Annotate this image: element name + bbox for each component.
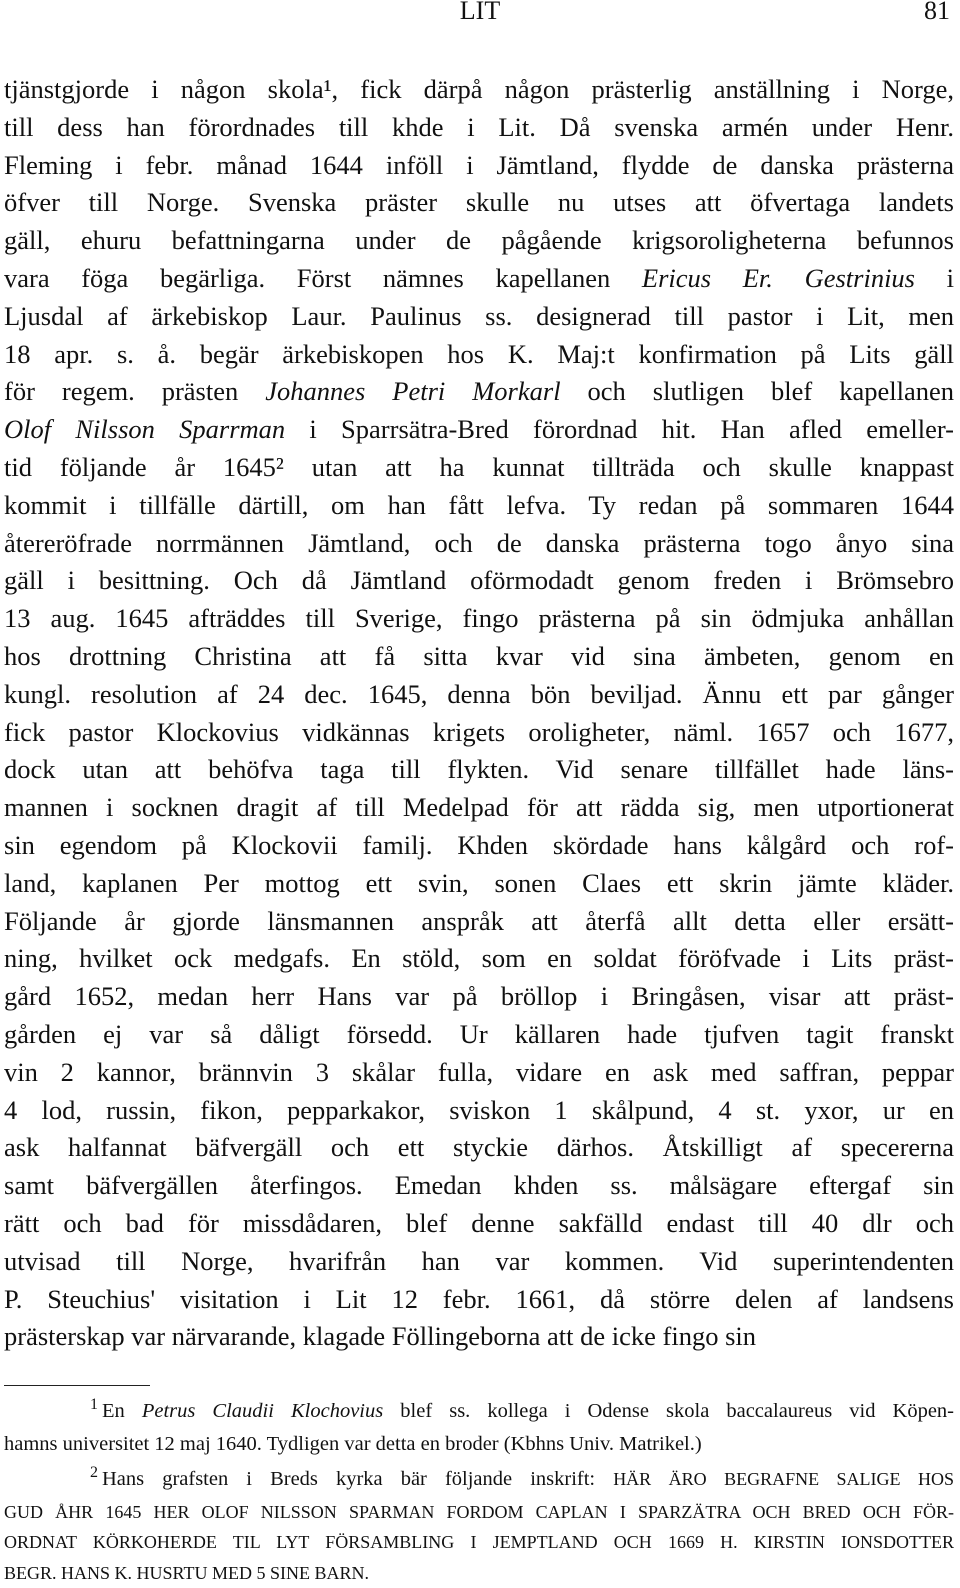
text-run: öfver till Norge. Svenska präster skulle nu utses att öfvertaga landets: [4, 187, 954, 217]
text-line: [4, 940, 954, 978]
text-run: kungl. resolution af 24 dec. 1645, denna bön beviljad. Ännu ett par gånger: [4, 679, 954, 709]
running-header: [0, 0, 960, 28]
text-line: [4, 638, 954, 676]
text-run: återeröfrade norrmännen Jämtland, och de danska prästerna togo ånyo sina: [4, 528, 954, 558]
text-run: tid följande år 1645² utan att ha kunnat tillträda och skulle knappast: [4, 452, 954, 482]
footnote-mark: 1: [90, 1396, 98, 1413]
text-run: hamns universitet 12 maj 1640. Tydligen var detta en broder (Kbhns Univ. Matrikel.): [4, 1433, 702, 1455]
text-run: vara föga begärliga. Först nämnes kapellanen: [4, 263, 642, 293]
text-line: [4, 827, 954, 865]
text-line: [4, 1167, 954, 1205]
text-run: P. Steuchius' visitation i Lit 12 febr. 1661, då större delen af landsens: [4, 1284, 954, 1314]
text-run: gäll i besittning. Och då Jämtland oförmodadt genom freden i Brömsebro: [4, 565, 954, 595]
text-run: gården ej var så dåligt försedd. Ur källaren hade tjufven tagit franskt: [4, 1019, 954, 1049]
text-run: för regem. prästen: [4, 376, 265, 406]
text-line: [4, 978, 954, 1016]
text-line: [4, 147, 954, 185]
text-line: [4, 71, 954, 109]
text-run: rätt och bad för missdådaren, blef denne sakfälld endast till 40 dlr och: [4, 1208, 954, 1238]
text-line: [4, 411, 954, 449]
text-run: i: [915, 263, 954, 293]
text-line: [4, 109, 954, 147]
text-run: Hans grafsten i Breds kyrka bär följande inskrift:: [102, 1468, 613, 1490]
footnote-line: [4, 1558, 954, 1588]
text-run: 18 apr. s. å. begär ärkebiskopen hos K. Maj:t konfirmation på Lits gäll: [4, 339, 954, 369]
text-line: [4, 751, 954, 789]
text-run: prästerskap var närvarande, klagade Föllingeborna att de icke fingo sin: [4, 1321, 756, 1351]
text-run: tjänstgjorde i någon skola¹, fick därpå någon prästerlig anställning i Norge,: [4, 74, 954, 104]
footnote-line: [4, 1527, 954, 1558]
footnote-line: [4, 1497, 954, 1528]
text-run: sin egendom på Klockovii familj. Khden skördade hans kålgård och rof-: [4, 830, 954, 860]
text-line: [4, 903, 954, 941]
paragraph: [4, 71, 954, 1356]
text-run: vin 2 kannor, brännvin 3 skålar fulla, vidare en ask med saffran, peppar: [4, 1057, 954, 1087]
text-line: [4, 1243, 954, 1281]
text-run: Följande år gjorde länsmannen anspråk att återfå allt detta eller ersätt-: [4, 906, 954, 936]
text-run: 13 aug. 1645 afträddes till Sverige, fingo prästerna på sin ödmjuka anhållan: [4, 603, 954, 633]
text-run: gäll, ehuru befattningarna under de pågående krigsoroligheterna befunnos: [4, 225, 954, 255]
page-number: 81: [924, 0, 950, 26]
text-run: Ljusdal af ärkebiskop Laur. Paulinus ss. designerad till pastor i Lit, men: [4, 301, 954, 331]
text-line: [4, 1129, 954, 1167]
text-run: mannen i socknen dragit af till Medelpad för att rädda sig, men utportionerat: [4, 792, 954, 822]
text-line: [4, 714, 954, 752]
footnote-separator: [4, 1385, 150, 1386]
text-run: ning, hvilket ock medgafs. En stöld, som en soldat föröfvade i Lits präst-: [4, 943, 954, 973]
text-line: [4, 487, 954, 525]
footnote-2: [4, 1464, 954, 1588]
italic-name: Petrus Claudii Klochovius: [142, 1400, 383, 1422]
body-text: [4, 71, 954, 1356]
text-run: 4 lod, russin, fikon, pepparkakor, sviskon 1 skålpund, 4 st. yxor, ur en: [4, 1095, 954, 1125]
text-run: i Sparrsätra-Bred förordnad hit. Han afled emeller-: [285, 414, 954, 444]
text-line: [4, 184, 954, 222]
text-line: [4, 865, 954, 903]
text-line: [4, 1205, 954, 1243]
inscription-text: BEGR. HANS K. HUSRTU MED 5 SINE BARN.: [4, 1563, 369, 1583]
text-run: En: [102, 1400, 142, 1422]
text-line: [4, 789, 954, 827]
text-line: [4, 1092, 954, 1130]
inscription-text: GUD ÅHR 1645 HER OLOF NILSSON SPARMAN FORDOM CAPLAN I SPARZÄTRA OCH BRED OCH FÖR-: [4, 1502, 954, 1522]
text-line: [4, 600, 954, 638]
text-run: dock utan att behöfva taga till flykten. Vid senare tillfället hade läns-: [4, 754, 954, 784]
text-line: [4, 525, 954, 563]
text-line: [4, 449, 954, 487]
running-title: LIT: [0, 0, 960, 26]
text-run: fick pastor Klockovius vidkännas krigets oroligheter, näml. 1657 och 1677,: [4, 717, 954, 747]
text-line: [4, 1318, 954, 1356]
text-run: hos drottning Christina att få sitta kvar vid sina ämbeten, genom en: [4, 641, 954, 671]
text-run: utvisad till Norge, hvarifrån han var kommen. Vid superintendenten: [4, 1246, 954, 1276]
text-line: [4, 676, 954, 714]
text-run: gård 1652, medan herr Hans var på bröllop i Bringåsen, visar att präst-: [4, 981, 954, 1011]
italic-name: Olof Nilsson Sparrman: [4, 414, 285, 444]
text-line: [4, 1281, 954, 1319]
text-run: kommit i tillfälle därtill, om han fått lefva. Ty redan på sommaren 1644: [4, 490, 954, 520]
text-line: [4, 222, 954, 260]
text-line: [4, 298, 954, 336]
italic-name: Ericus Er. Gestrinius: [642, 263, 915, 293]
text-line: [4, 260, 954, 298]
text-line: [4, 373, 954, 411]
italic-name: Johannes Petri Morkarl: [265, 376, 560, 406]
text-run: ask halfannat bäfvergäll och ett styckie därhos. Åtskilligt af specererna: [4, 1132, 954, 1162]
text-line: [4, 1016, 954, 1054]
footnote-1: [4, 1396, 954, 1459]
inscription-text: HÄR ÄRO BEGRAFNE SALIGE HOS: [613, 1469, 954, 1489]
text-run: blef ss. kollega i Odense skola baccalaureus vid Köpen-: [383, 1400, 954, 1422]
text-run: till dess han förordnades till khde i Lit. Då svenska armén under Henr.: [4, 112, 954, 142]
inscription-text: ORDNAT KÖRKOHERDE TIL LYT FÖRSAMBLING I JEMPTLAND OCH 1669 H. KIRSTIN IONSDOTTER: [4, 1532, 954, 1552]
text-run: samt bäfvergällen återfingos. Emedan khden ss. målsägare eftergaf sin: [4, 1170, 954, 1200]
text-run: Fleming i febr. månad 1644 inföll i Jämtland, flydde de danska prästerna: [4, 150, 954, 180]
text-run: och slutligen blef kapellanen: [561, 376, 954, 406]
text-line: [4, 562, 954, 600]
text-run: land, kaplanen Per mottog ett svin, sonen Claes ett skrin jämte kläder.: [4, 868, 954, 898]
footnote-line: [4, 1464, 954, 1497]
footnote-line: [4, 1429, 954, 1460]
footnote-line: [4, 1396, 954, 1429]
text-line: [4, 336, 954, 374]
text-line: [4, 1054, 954, 1092]
footnote-mark: 2: [90, 1464, 98, 1481]
